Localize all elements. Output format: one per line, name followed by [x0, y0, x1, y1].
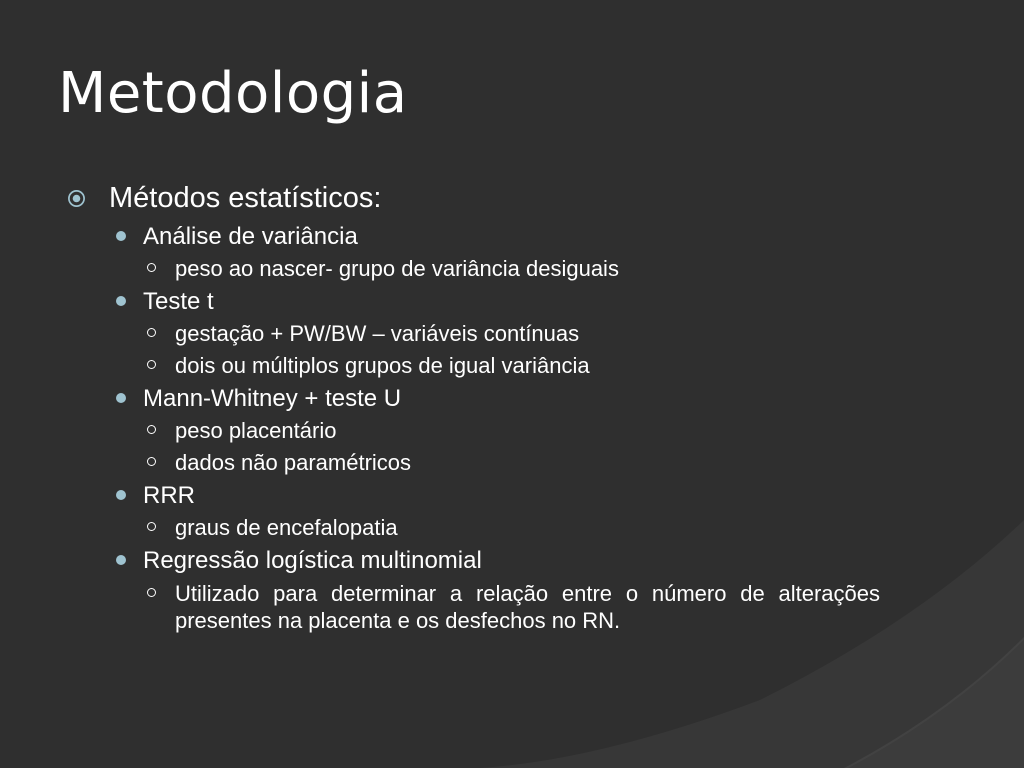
sub-list-item-text: peso ao nascer- grupo de variância desiguais	[175, 256, 619, 281]
dot-icon	[116, 490, 126, 500]
section-heading	[60, 176, 880, 220]
sub-list-item-text: graus de encefalopatia	[175, 515, 398, 540]
hollow-circle-icon	[147, 522, 156, 531]
list-item-label: RRR	[143, 482, 195, 509]
sub-list-item	[60, 318, 880, 350]
sub-list-item-text: gestação + PW/BW – variáveis contínuas	[175, 321, 580, 346]
sub-list-item-text: Utilizado para determinar a relação entre o número de alterações presentes na placenta e os desfechos no RN.	[175, 581, 880, 633]
list-item-label: Mann-Whitney + teste U	[143, 385, 402, 412]
list-item-label: Regressão logística multinomial	[143, 547, 482, 574]
list-item	[60, 285, 880, 318]
list-item-label: Teste t	[143, 288, 214, 315]
list-item-label: Análise de variância	[143, 223, 358, 250]
section-heading-text: Métodos estatísticos:	[109, 182, 382, 214]
slide-title: Metodologia	[58, 61, 408, 126]
hollow-circle-icon	[147, 263, 156, 272]
dot-icon	[116, 393, 126, 403]
sub-list-item	[60, 415, 880, 447]
sub-list-item	[60, 253, 880, 285]
list-item	[60, 382, 880, 415]
list-item	[60, 544, 880, 577]
sub-list-item-text: dois ou múltiplos grupos de igual variância	[175, 353, 590, 378]
list-item	[60, 479, 880, 512]
sub-list-item-text: dados não paramétricos	[175, 450, 412, 475]
hollow-circle-icon	[147, 588, 156, 597]
bullet-list	[60, 176, 880, 634]
sub-list-item	[60, 350, 880, 382]
hollow-circle-icon	[147, 360, 156, 369]
dot-icon	[116, 555, 126, 565]
list-item	[60, 220, 880, 253]
dot-icon	[116, 296, 126, 306]
hollow-circle-icon	[147, 457, 156, 466]
sub-list-item-text: peso placentário	[175, 418, 337, 443]
sub-list-item	[60, 512, 880, 544]
sub-list-item	[60, 580, 880, 634]
target-circle-icon	[67, 189, 86, 208]
hollow-circle-icon	[147, 328, 156, 337]
hollow-circle-icon	[147, 425, 156, 434]
dot-icon	[116, 231, 126, 241]
sub-list-item	[60, 447, 880, 479]
